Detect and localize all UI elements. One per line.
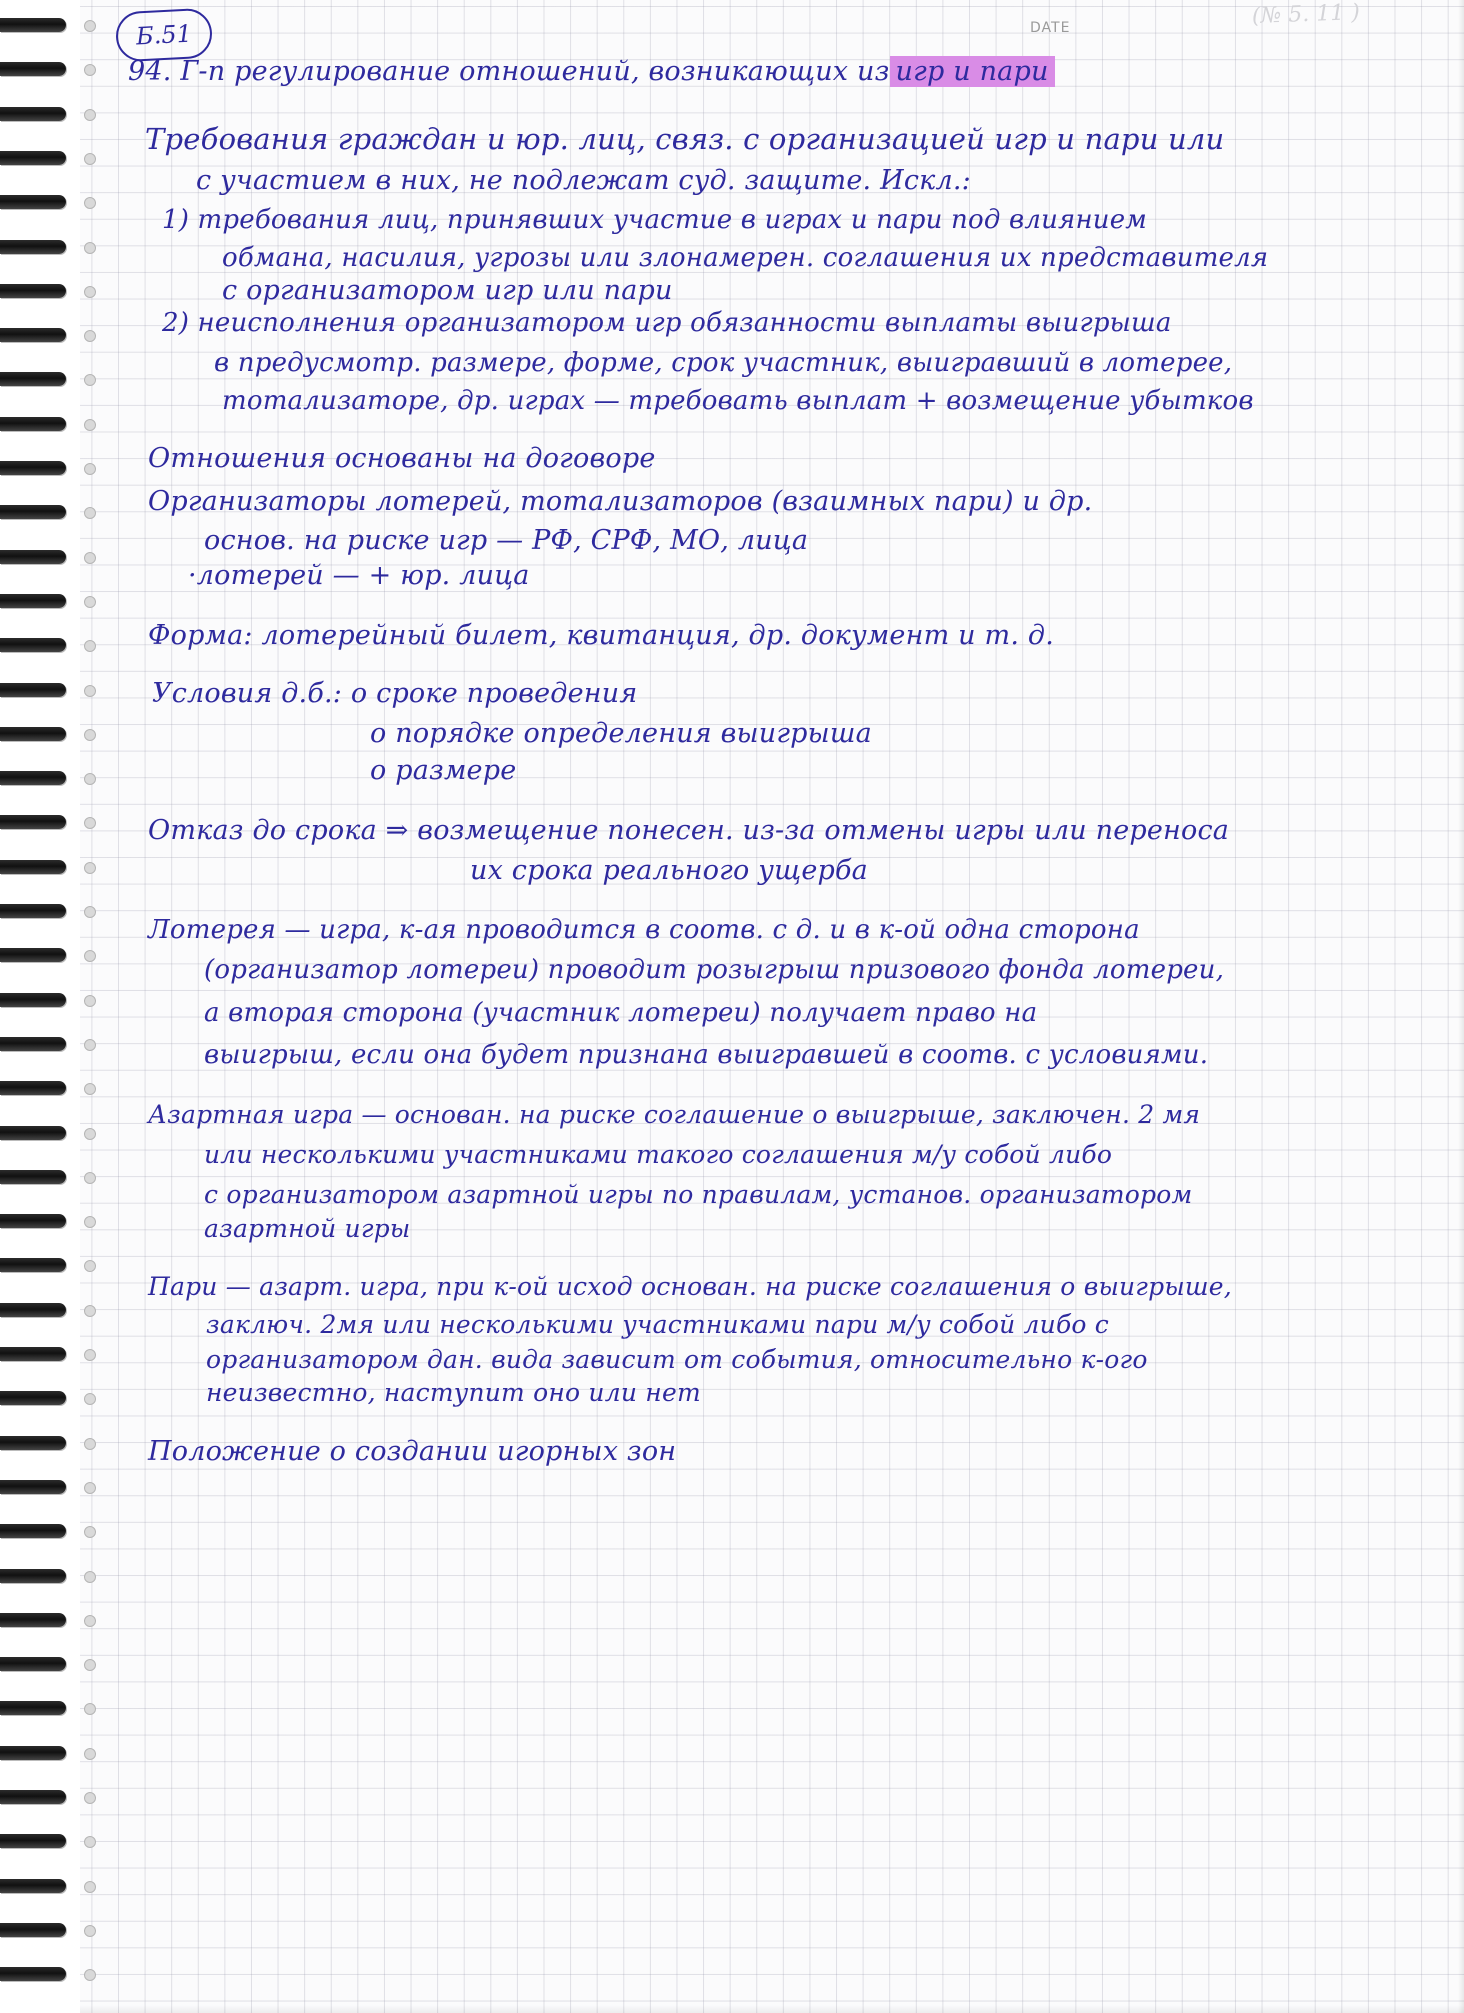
spiral-ring — [0, 1391, 66, 1405]
punch-hole — [84, 1482, 96, 1494]
ticket-number-badge: Б.51 — [115, 8, 213, 63]
note-line: с организатором игр или пари — [222, 275, 673, 306]
punch-hole — [84, 773, 96, 785]
note-line: азартной игры — [204, 1214, 411, 1243]
highlighted-phrase: игр и пари — [890, 56, 1055, 87]
spiral-ring — [0, 1480, 66, 1494]
note-line: основ. на риске игр — РФ, СРФ, МО, лица — [204, 525, 809, 556]
punch-hole — [84, 197, 96, 209]
punch-hole — [84, 1659, 96, 1671]
spiral-ring — [0, 505, 66, 519]
punch-hole — [84, 1216, 96, 1228]
spiral-ring — [0, 948, 66, 962]
page-bottom-shadow — [80, 2005, 1464, 2013]
spiral-ring — [0, 550, 66, 564]
note-line: 1) требования лиц, принявших участие в играх и пари под влиянием — [162, 205, 1148, 235]
punch-hole — [84, 1615, 96, 1627]
faded-page-number: (№ 5. 11 ) — [1251, 0, 1361, 29]
punch-hole — [84, 242, 96, 254]
spiral-ring — [0, 993, 66, 1007]
note-line: или несколькими участниками такого соглашения м/у собой либо — [204, 1140, 1113, 1169]
note-line: неизвестно, наступит оно или нет — [206, 1378, 701, 1407]
spiral-ring — [0, 417, 66, 431]
punch-hole — [84, 640, 96, 652]
note-line: Отказ до срока ⇒ возмещение понесен. из-за отмены игры или переноса — [148, 815, 1230, 846]
spiral-ring — [0, 1923, 66, 1937]
punch-hole — [84, 1748, 96, 1760]
spiral-ring — [0, 683, 66, 697]
spiral-ring — [0, 860, 66, 874]
spiral-ring — [0, 594, 66, 608]
punch-hole — [84, 286, 96, 298]
spiral-ring — [0, 284, 66, 298]
note-line: Лотерея — игра, к-ая проводится в соотв. с д. и в к-ой одна сторона — [148, 915, 1140, 945]
spiral-ring — [0, 1613, 66, 1627]
spiral-ring — [0, 1126, 66, 1140]
punch-hole — [84, 817, 96, 829]
note-line: Требования граждан и юр. лиц, связ. с организацией игр и пари или — [145, 122, 1225, 156]
spiral-ring — [0, 1834, 66, 1848]
punch-hole — [84, 1039, 96, 1051]
spiral-ring — [0, 727, 66, 741]
note-line: Пари — азарт. игра, при к-ой исход основан. на риске соглашения о выигрыше, — [148, 1272, 1232, 1301]
punch-hole — [84, 596, 96, 608]
date-label: DATE — [1030, 20, 1071, 36]
punch-hole — [84, 1881, 96, 1893]
spiral-ring — [0, 1967, 66, 1981]
note-line: Положение о создании игорных зон — [148, 1436, 677, 1467]
punch-hole — [84, 1526, 96, 1538]
spiral-ring — [0, 195, 66, 209]
spiral-ring — [0, 151, 66, 165]
spiral-ring — [0, 1347, 66, 1361]
note-line: с участием в них, не подлежат суд. защите. Искл.: — [196, 165, 971, 196]
spiral-ring — [0, 328, 66, 342]
spiral-ring — [0, 107, 66, 121]
punch-hole — [84, 1393, 96, 1405]
note-line: выигрыш, если она будет признана выигравшей в соотв. с условиями. — [204, 1040, 1209, 1070]
note-line: о порядке определения выигрыша — [370, 718, 872, 749]
spiral-ring — [0, 1258, 66, 1272]
punch-hole — [84, 1305, 96, 1317]
spiral-ring — [0, 372, 66, 386]
note-line: ·лотерей — + юр. лица — [188, 560, 530, 591]
note-line: тотализаторе, др. играх — требовать выплат + возмещение убытков — [222, 386, 1254, 416]
punch-hole — [84, 906, 96, 918]
note-line: их срока реального ущерба — [470, 855, 868, 886]
heading-text: 94. Г-п регулирование отношений, возникающих из — [128, 56, 890, 87]
spiral-binding — [0, 0, 80, 2013]
punch-hole — [84, 374, 96, 386]
note-line: обмана, насилия, угрозы или злонамерен. соглашения их представителя — [222, 243, 1269, 273]
spiral-ring — [0, 1303, 66, 1317]
note-line: Форма: лотерейный билет, квитанция, др. документ и т. д. — [148, 620, 1055, 651]
punch-hole — [84, 507, 96, 519]
spiral-ring — [0, 1657, 66, 1671]
note-line: а вторая сторона (участник лотереи) получает право на — [204, 998, 1038, 1028]
spiral-ring — [0, 815, 66, 829]
punch-hole — [84, 950, 96, 962]
spiral-ring — [0, 1569, 66, 1583]
punch-hole — [84, 1792, 96, 1804]
spiral-ring — [0, 240, 66, 254]
spiral-ring — [0, 1037, 66, 1051]
punch-hole — [84, 109, 96, 121]
punch-hole — [84, 995, 96, 1007]
punch-hole — [84, 330, 96, 342]
punch-hole — [84, 64, 96, 76]
note-line: о размере — [370, 755, 517, 786]
spiral-ring — [0, 1214, 66, 1228]
punch-hole — [84, 20, 96, 32]
punch-hole — [84, 1349, 96, 1361]
spiral-ring — [0, 1524, 66, 1538]
note-line: (организатор лотереи) проводит розыгрыш призового фонда лотереи, — [204, 955, 1225, 985]
note-line: организатором дан. вида зависит от события, относительно к-ого — [206, 1345, 1148, 1374]
punch-hole — [84, 1083, 96, 1095]
spiral-ring — [0, 638, 66, 652]
spiral-ring — [0, 1170, 66, 1184]
spiral-ring — [0, 1701, 66, 1715]
spiral-ring — [0, 461, 66, 475]
spiral-ring — [0, 771, 66, 785]
note-line: Азартная игра — основан. на риске соглашение о выигрыше, заключен. 2 мя — [148, 1100, 1201, 1129]
punch-hole — [84, 862, 96, 874]
spiral-ring — [0, 904, 66, 918]
heading-line — [128, 56, 1055, 87]
punch-hole — [84, 1571, 96, 1583]
punch-hole — [84, 1260, 96, 1272]
punch-hole — [84, 1438, 96, 1450]
punch-hole — [84, 1925, 96, 1937]
punch-hole — [84, 1128, 96, 1140]
note-line: в предусмотр. размере, форме, срок участник, выигравший в лотерее, — [214, 348, 1233, 378]
punch-hole — [84, 419, 96, 431]
punch-hole — [84, 552, 96, 564]
punch-hole — [84, 1172, 96, 1184]
punch-hole — [84, 729, 96, 741]
spiral-ring — [0, 18, 66, 32]
punch-hole — [84, 463, 96, 475]
punch-hole — [84, 153, 96, 165]
note-line: 2) неисполнения организатором игр обязанности выплаты выигрыша — [162, 308, 1172, 338]
note-line: с организатором азартной игры по правилам, установ. организатором — [204, 1180, 1193, 1209]
spiral-ring — [0, 1436, 66, 1450]
punch-hole — [84, 685, 96, 697]
spiral-ring — [0, 1790, 66, 1804]
punch-hole — [84, 1969, 96, 1981]
punch-hole — [84, 1836, 96, 1848]
spiral-ring — [0, 1746, 66, 1760]
note-line: Отношения основаны на договоре — [148, 443, 656, 474]
note-line: заключ. 2мя или несколькими участниками пари м/у собой либо с — [206, 1310, 1110, 1339]
page-edge-shadow — [1458, 0, 1464, 2013]
note-line: Организаторы лотерей, тотализаторов (взаимных пари) и др. — [148, 486, 1093, 517]
spiral-ring — [0, 62, 66, 76]
punch-hole — [84, 1703, 96, 1715]
spiral-ring — [0, 1081, 66, 1095]
spiral-ring — [0, 1879, 66, 1893]
note-line: Условия д.б.: о сроке проведения — [152, 678, 638, 709]
